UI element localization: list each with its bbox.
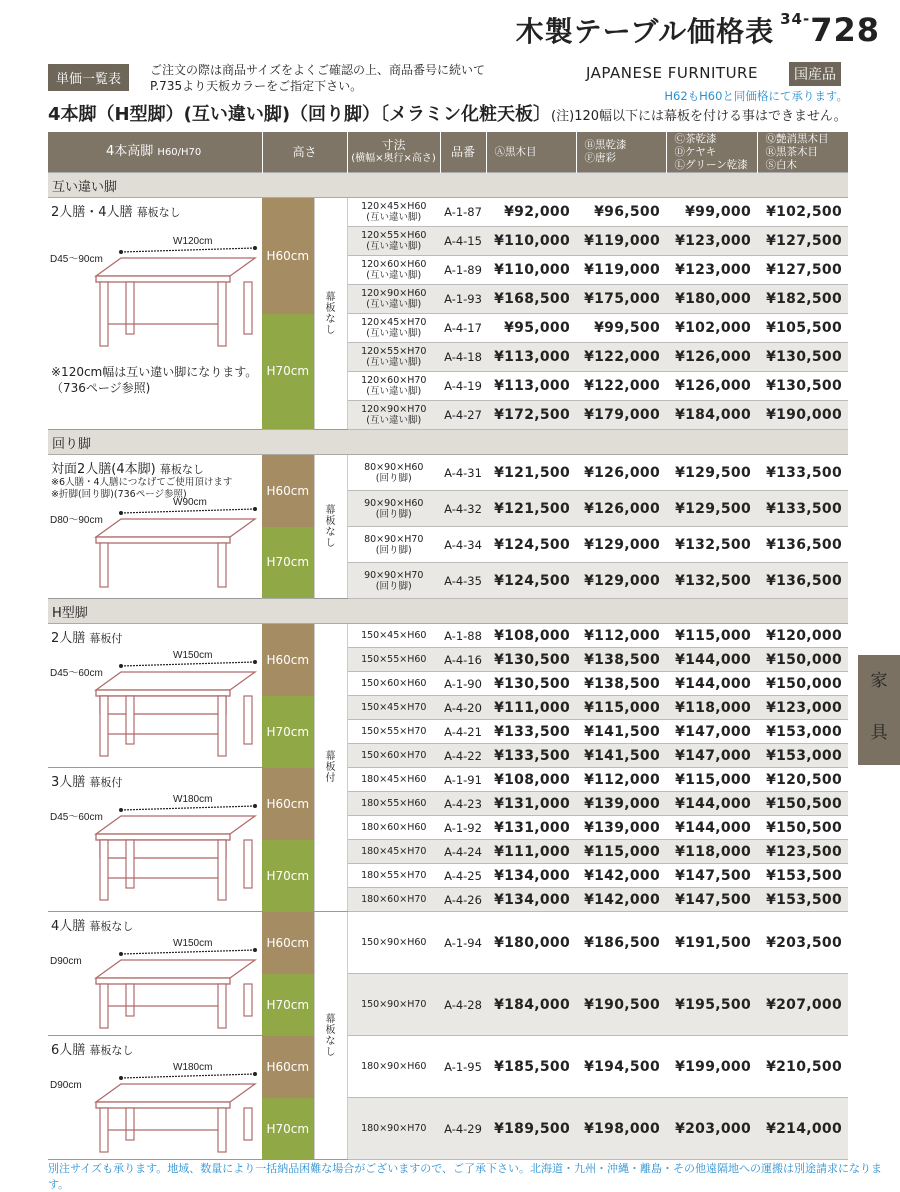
price-a: ¥130,500 [486,672,576,696]
price-c: ¥123,000 [666,227,757,256]
price-a: ¥111,000 [486,696,576,720]
price-d: ¥214,000 [757,1098,848,1160]
brand-label: JAPANESE FURNITURE [586,64,758,82]
size-cell: 180×60×H70 [347,888,440,912]
product-note: ※6人膳・4人膳につなげてご使用頂けます [51,477,233,488]
price-a: ¥95,000 [486,314,576,343]
height-label: H70cm [262,314,314,430]
col-c: Ⓒ茶乾漆 Ⓓケヤキ Ⓛグリーン乾漆 [666,132,757,173]
col-a: Ⓐ黒木目 [486,132,576,173]
price-a: ¥92,000 [486,198,576,227]
price-b: ¥112,000 [576,768,666,792]
price-a: ¥113,000 [486,372,576,401]
table-illustration [48,792,262,908]
price-d: ¥120,000 [757,624,848,648]
price-d: ¥130,500 [757,343,848,372]
price-a: ¥110,000 [486,256,576,285]
table-leg [100,282,108,346]
page-title: 木製テーブル価格表 $^{34-}$728 [515,10,880,49]
size-cell: 80×90×H60 (回り脚) [347,455,440,491]
table-leg [126,696,134,744]
price-b: ¥129,000 [576,527,666,563]
price-b: ¥194,500 [576,1036,666,1098]
price-c: ¥180,000 [666,285,757,314]
size-cell: 120×55×H70 (互い違い脚) [347,343,440,372]
product-code: A-1-93 [440,285,486,314]
table-leg [100,696,108,756]
price-d: ¥133,500 [757,491,848,527]
height-label: H70cm [262,840,314,912]
product-code: A-4-19 [440,372,486,401]
price-c: ¥147,500 [666,888,757,912]
price-b: ¥122,000 [576,343,666,372]
table-illustration [48,648,262,764]
table-leg [244,282,252,334]
height-label: H70cm [262,974,314,1036]
product-code: A-1-87 [440,198,486,227]
section-title: H型脚 [48,599,848,624]
product-code: A-1-92 [440,816,486,840]
height-label: H70cm [262,696,314,768]
price-b: ¥141,500 [576,744,666,768]
price-d: ¥153,000 [757,744,848,768]
tabletop [96,960,255,978]
size-cell: 150×55×H60 [347,648,440,672]
price-c: ¥144,000 [666,816,757,840]
price-c: ¥99,000 [666,198,757,227]
section-header [48,173,848,198]
price-c: ¥126,000 [666,343,757,372]
product-note: ※折脚(回り脚)(736ページ参照) [51,489,187,500]
tabletop [96,519,255,537]
price-b: ¥175,000 [576,285,666,314]
price-a: ¥189,500 [486,1098,576,1160]
price-d: ¥190,000 [757,401,848,430]
table-row [48,768,848,792]
size-cell: 120×60×H70 (互い違い脚) [347,372,440,401]
product-code: A-4-20 [440,696,486,720]
price-b: ¥112,000 [576,624,666,648]
price-c: ¥118,000 [666,840,757,864]
product-illustration-cell [48,912,262,1036]
price-list-tag: 単価一覧表 [48,64,129,91]
price-a: ¥124,500 [486,563,576,599]
size-cell: 180×90×H70 [347,1098,440,1160]
price-d: ¥105,500 [757,314,848,343]
price-c: ¥203,000 [666,1098,757,1160]
price-c: ¥123,000 [666,256,757,285]
price-d: ¥120,500 [757,768,848,792]
size-cell: 180×55×H70 [347,864,440,888]
price-a: ¥121,500 [486,491,576,527]
price-d: ¥123,500 [757,840,848,864]
price-a: ¥134,000 [486,864,576,888]
product-code: A-4-34 [440,527,486,563]
side-tab-furniture: 家 具 [858,655,900,765]
price-table [48,132,849,1160]
width-label: W150cm [173,938,213,949]
price-d: ¥102,500 [757,198,848,227]
domestic-badge: 国産品 [789,62,841,86]
height-label: H60cm [262,912,314,974]
product-code: A-4-28 [440,974,486,1036]
product-code: A-4-22 [440,744,486,768]
product-code: A-4-23 [440,792,486,816]
table-leg [126,984,134,1016]
price-a: ¥121,500 [486,455,576,491]
product-name: 2人膳 幕板付 [51,631,123,646]
table-illustration [48,234,262,354]
price-c: ¥144,000 [666,648,757,672]
table-row [48,912,848,974]
size-cell: 80×90×H70 (回り脚) [347,527,440,563]
tabletop [96,1084,255,1102]
product-code: A-4-17 [440,314,486,343]
product-code: A-1-91 [440,768,486,792]
product-code: A-4-31 [440,455,486,491]
price-a: ¥108,000 [486,768,576,792]
size-cell: 150×45×H60 [347,624,440,648]
price-c: ¥144,000 [666,672,757,696]
price-b: ¥126,000 [576,491,666,527]
product-name: 対面2人膳(4本脚) 幕板なし [51,462,204,477]
apron-label: 幕 板 付 [314,624,347,912]
product-code: A-4-26 [440,888,486,912]
price-c: ¥195,500 [666,974,757,1036]
product-name: 3人膳 幕板付 [51,775,123,790]
table-illustration [48,1060,262,1160]
price-a: ¥168,500 [486,285,576,314]
size-cell: 180×60×H60 [347,816,440,840]
price-d: ¥203,500 [757,912,848,974]
product-code: A-4-29 [440,1098,486,1160]
price-a: ¥180,000 [486,912,576,974]
price-a: ¥124,500 [486,527,576,563]
size-cell: 90×90×H70 (回り脚) [347,563,440,599]
price-c: ¥115,000 [666,624,757,648]
price-d: ¥123,000 [757,696,848,720]
price-a: ¥113,000 [486,343,576,372]
product-illustration-cell [48,624,262,768]
table-header [48,132,848,173]
price-b: ¥115,000 [576,840,666,864]
size-cell: 120×45×H60 (互い違い脚) [347,198,440,227]
price-c: ¥191,500 [666,912,757,974]
product-illustration-cell [48,455,262,599]
table-row [48,198,848,227]
price-a: ¥185,500 [486,1036,576,1098]
table-leg [218,840,226,900]
table-row [48,624,848,648]
size-cell: 150×90×H60 [347,912,440,974]
price-c: ¥132,500 [666,527,757,563]
apron-label: 幕 板 な し [314,198,347,430]
price-a: ¥130,500 [486,648,576,672]
price-b: ¥139,000 [576,792,666,816]
product-code: A-4-35 [440,563,486,599]
col-d: Ⓠ艶消黒木目 Ⓡ黒茶木目 Ⓢ白木 [757,132,848,173]
size-cell: 150×90×H70 [347,974,440,1036]
col-main: 4本高脚 H60/H70 [48,132,262,173]
price-d: ¥210,500 [757,1036,848,1098]
price-c: ¥115,000 [666,768,757,792]
product-code: A-4-25 [440,864,486,888]
product-code: A-4-24 [440,840,486,864]
price-b: ¥126,000 [576,455,666,491]
price-c: ¥147,000 [666,744,757,768]
price-d: ¥127,500 [757,256,848,285]
price-a: ¥133,500 [486,744,576,768]
table-leg [218,282,226,346]
price-d: ¥150,000 [757,648,848,672]
product-code: A-1-90 [440,672,486,696]
product-illustration-cell [48,768,262,912]
price-d: ¥207,000 [757,974,848,1036]
price-b: ¥198,000 [576,1098,666,1160]
section-subhead: 4本脚（H型脚）(互い違い脚)（回り脚）〔メラミン化粧天板〕(注)120幅以下には幕板を付ける事はできません。 [48,104,847,125]
table-leg [218,543,226,587]
width-label: W150cm [173,650,213,661]
size-cell: 150×55×H70 [347,720,440,744]
price-b: ¥179,000 [576,401,666,430]
size-cell: 150×60×H70 [347,744,440,768]
price-c: ¥102,000 [666,314,757,343]
size-cell: 180×45×H70 [347,840,440,864]
price-c: ¥129,500 [666,491,757,527]
product-code: A-1-94 [440,912,486,974]
price-b: ¥142,000 [576,864,666,888]
price-a: ¥184,000 [486,974,576,1036]
size-cell: 90×90×H60 (回り脚) [347,491,440,527]
width-label: W180cm [173,1062,213,1073]
height-label: H60cm [262,198,314,314]
product-code: A-4-21 [440,720,486,744]
depth-label: D45～60cm [50,812,103,823]
price-b: ¥142,000 [576,888,666,912]
price-a: ¥110,000 [486,227,576,256]
footer-note: 別注サイズも承ります。地域、数量により一括納品困難な場合がございますので、ご了承下さい。北海道・九州・沖縄・離島・その他遠隔地への運搬は別途請求になります。 [48,1162,883,1191]
table-leg [100,984,108,1028]
price-d: ¥127,500 [757,227,848,256]
price-d: ¥133,500 [757,455,848,491]
product-code: A-4-27 [440,401,486,430]
product-name: 2人膳・4人膳 幕板なし [51,205,181,220]
width-label: W180cm [173,794,213,805]
price-c: ¥132,500 [666,563,757,599]
apron-label: 幕 板 な し [314,455,347,599]
size-cell: 150×45×H70 [347,696,440,720]
price-d: ¥150,000 [757,672,848,696]
table-leg [126,1108,134,1140]
width-label: W90cm [173,497,207,508]
price-b: ¥99,500 [576,314,666,343]
col-height: 高さ [262,132,347,173]
apron-label: 幕 板 な し [314,912,347,1160]
price-d: ¥150,500 [757,816,848,840]
product-name: 6人膳 幕板なし [51,1043,134,1058]
depth-label: D45～90cm [50,254,103,265]
price-d: ¥153,500 [757,888,848,912]
col-dims: 寸法 (横幅×奥行×高さ) [347,132,440,173]
table-row [48,1036,848,1098]
price-d: ¥130,500 [757,372,848,401]
price-a: ¥131,000 [486,816,576,840]
size-cell: 150×60×H60 [347,672,440,696]
height-label: H70cm [262,1098,314,1160]
size-cell: 120×45×H70 (互い違い脚) [347,314,440,343]
section-header [48,599,848,624]
size-cell: 180×55×H60 [347,792,440,816]
table-illustration [48,936,262,1036]
table-leg [126,282,134,334]
price-c: ¥199,000 [666,1036,757,1098]
table-leg [126,840,134,888]
h62-note: H62もH60と同価格にて承ります。 [664,89,848,103]
apron [100,696,226,714]
product-code: A-4-32 [440,491,486,527]
depth-label: D90cm [50,956,82,967]
table-row [48,455,848,491]
order-note: ご注文の際は商品サイズをよくご確認の上、商品番号に続いて P.735より天板カラーをご指定下さい。 [150,63,486,93]
table-leg [100,543,108,587]
size-cell: 120×60×H60 (互い違い脚) [347,256,440,285]
depth-label: D90cm [50,1080,82,1091]
width-label: W120cm [173,236,213,247]
product-code: A-1-95 [440,1036,486,1098]
leg-note: ※120cm幅は互い違い脚になります。 （736ページ参照) [51,365,258,395]
height-label: H60cm [262,624,314,696]
product-code: A-1-88 [440,624,486,648]
table-leg [100,1108,108,1152]
price-a: ¥134,000 [486,888,576,912]
apron [100,840,226,858]
price-c: ¥184,000 [666,401,757,430]
size-cell: 120×90×H60 (互い違い脚) [347,285,440,314]
tabletop [96,258,255,276]
size-cell: 120×90×H70 (互い違い脚) [347,401,440,430]
price-b: ¥119,000 [576,256,666,285]
price-a: ¥133,500 [486,720,576,744]
price-d: ¥182,500 [757,285,848,314]
section-title: 回り脚 [48,430,848,455]
size-cell: 120×55×H60 (互い違い脚) [347,227,440,256]
tabletop [96,816,255,834]
height-label: H70cm [262,527,314,599]
price-c: ¥147,000 [666,720,757,744]
depth-label: D80～90cm [50,515,103,526]
table-leg [218,984,226,1028]
price-c: ¥126,000 [666,372,757,401]
product-code: A-4-16 [440,648,486,672]
product-illustration-cell [48,1036,262,1160]
price-d: ¥153,500 [757,864,848,888]
height-label: H60cm [262,768,314,840]
product-code: A-4-18 [440,343,486,372]
depth-label: D45～60cm [50,668,103,679]
price-a: ¥131,000 [486,792,576,816]
price-b: ¥122,000 [576,372,666,401]
table-leg [100,840,108,900]
price-c: ¥147,500 [666,864,757,888]
product-illustration-cell [48,198,262,430]
price-b: ¥115,000 [576,696,666,720]
price-d: ¥136,500 [757,527,848,563]
col-b: Ⓑ黒乾漆 Ⓕ唐彩 [576,132,666,173]
price-c: ¥118,000 [666,696,757,720]
price-b: ¥138,500 [576,672,666,696]
price-a: ¥172,500 [486,401,576,430]
price-d: ¥150,500 [757,792,848,816]
table-leg [244,840,252,888]
height-label: H60cm [262,1036,314,1098]
table-leg [244,1108,252,1140]
table-leg [218,696,226,756]
section-header [48,430,848,455]
size-cell: 180×90×H60 [347,1036,440,1098]
table-illustration [48,495,262,595]
section-title: 互い違い脚 [48,173,848,198]
product-name: 4人膳 幕板なし [51,919,134,934]
product-code: A-1-89 [440,256,486,285]
height-label: H60cm [262,455,314,527]
price-c: ¥129,500 [666,455,757,491]
price-b: ¥129,000 [576,563,666,599]
price-d: ¥153,000 [757,720,848,744]
table-leg [244,696,252,744]
col-code: 品番 [440,132,486,173]
price-b: ¥190,500 [576,974,666,1036]
price-b: ¥119,000 [576,227,666,256]
table-leg [244,984,252,1016]
price-b: ¥96,500 [576,198,666,227]
price-a: ¥111,000 [486,840,576,864]
price-b: ¥139,000 [576,816,666,840]
tabletop [96,672,255,690]
price-b: ¥186,500 [576,912,666,974]
size-cell: 180×45×H60 [347,768,440,792]
table-leg [218,1108,226,1152]
product-code: A-4-15 [440,227,486,256]
price-c: ¥144,000 [666,792,757,816]
price-b: ¥141,500 [576,720,666,744]
price-a: ¥108,000 [486,624,576,648]
price-d: ¥136,500 [757,563,848,599]
price-b: ¥138,500 [576,648,666,672]
